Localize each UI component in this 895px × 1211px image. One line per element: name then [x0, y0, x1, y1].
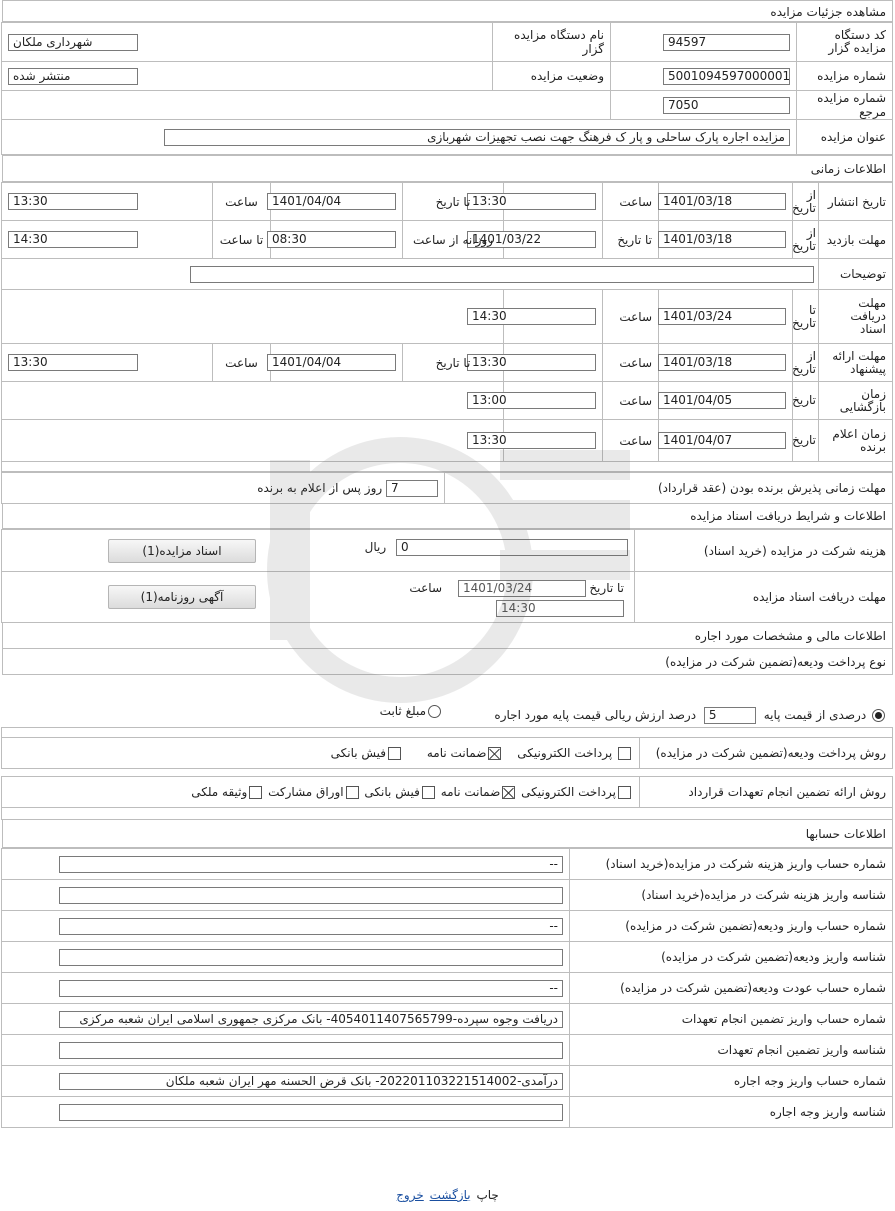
publish-to-date: 1401/04/04 [267, 193, 396, 210]
visit-daily-from: 08:30 [267, 231, 396, 248]
method-table: روش پرداخت ودیعه(تضمین شرکت در مزایده) پرداخت الکترونیکی ضمانت نامه فیش بانکی روش ارائه تضمین انجام تعهدات قرارداد پرداخت الکترونیکی ضمانت نامه فیش بانکی اوراق مشارکت وثیقه ملکی [1, 727, 893, 820]
visit-label: مهلت بازدید [819, 221, 893, 259]
auction-title-label: عنوان مزایده [797, 120, 893, 155]
participation-fee-field: 0 [396, 539, 628, 556]
doc-receive-label: مهلت دریافت اسناد مزایده [635, 572, 893, 623]
description-label: توضیحات [819, 259, 893, 290]
account-label: شناسه واریز تضمین انجام تعهدات [570, 1035, 893, 1066]
contract-bank-slip-checkbox[interactable] [422, 786, 435, 799]
account-label: شماره حساب واریز ودیعه(تضمین شرکت در مزایده) [570, 911, 893, 942]
publish-from-date: 1401/03/18 [658, 193, 786, 210]
org-name-label: نام دستگاه مزایده گزار [493, 23, 611, 62]
deposit-percent-row: درصدی از قیمت پایه 5 درصد ارزش ریالی قیمت پایه مورد اجاره مبلغ ثابت [2, 675, 893, 727]
org-code-field: 94597 [663, 34, 790, 51]
finance-section-header: اطلاعات مالی و مشخصات مورد اجاره [2, 623, 893, 649]
back-link[interactable]: بازگشت [429, 1188, 471, 1202]
account-label: شناسه واریز ودیعه(تضمین شرکت در مزایده) [570, 942, 893, 973]
account-value [59, 1104, 563, 1121]
docs-section-header: اطلاعات و شرایط دریافت اسناد مزایده [2, 504, 893, 529]
auction-number-field: 5001094597000001 [663, 68, 790, 85]
deposit-type-label: نوع پرداخت ودیعه(تضمین شرکت در مزایده) [2, 649, 893, 675]
winner-announce-time: 13:30 [467, 432, 596, 449]
contract-property-checkbox[interactable] [249, 786, 262, 799]
offer-from-date: 1401/03/18 [658, 354, 786, 371]
deposit-bank-slip-checkbox[interactable] [388, 747, 401, 760]
auction-info-table [1, 22, 893, 155]
visit-from-date: 1401/03/18 [658, 231, 786, 248]
contract-guarantee-checkbox[interactable] [502, 786, 515, 799]
opening-date: 1401/04/05 [658, 392, 786, 409]
account-value: دریافت وجوه سپرده-4054011407565799- بانک مرکزی جمهوری اسلامی ایران شعبه مرکزی [59, 1011, 563, 1028]
opening-time: 13:00 [467, 392, 596, 409]
account-value: -- [59, 918, 563, 935]
timing-table: تاریخ انتشار از تاریخ 1401/03/18 ساعت 13:30 تا تاریخ 1401/04/04 ساعت 13:30 مهلت بازدید از تاریخ 1401/03/18 تا تاریخ 1401/03/22 روزانه از ساعت 08:30 تا ساعت 14:30 توضیحات مهلت دریافت اسناد تا تاریخ 1401/03/24 ساعت 14:30 مهلت ارائه پیشنهاد از تاریخ 1401/03/18 ساعت 13:30 تا تاریخ 1401/04/04 ساعت 13:30 زمان بازگشایی تاریخ 1401/04/05 ساعت 13:00 زمان اعلام برنده تاریخ 1401/04/07 ساعت 13:30 [1, 182, 893, 472]
account-label: شماره حساب واریز وجه اجاره [570, 1066, 893, 1097]
description-field [190, 266, 814, 283]
accounts-section-header: اطلاعات حسابها [2, 820, 893, 848]
acceptance-days: 7 [386, 480, 438, 497]
account-value: درآمدی-202201103221514002- بانک قرض الحسنه مهر ایران شعبه ملکان [59, 1073, 563, 1090]
account-value [59, 887, 563, 904]
visit-daily-to: 14:30 [8, 231, 138, 248]
account-label: شماره حساب واریز تضمین انجام تعهدات [570, 1004, 893, 1035]
account-label: شناسه واریز وجه اجاره [570, 1097, 893, 1128]
auction-status-label: وضعیت مزایده [493, 62, 611, 91]
auction-number-label: شماره مزایده [797, 62, 893, 91]
exit-link[interactable]: خروج [396, 1188, 424, 1202]
winner-announce-date: 1401/04/07 [658, 432, 786, 449]
timing-section-header: اطلاعات زمانی [2, 155, 893, 182]
account-label: شماره حساب واریز هزینه شرکت در مزایده(خرید اسناد) [570, 849, 893, 880]
print-link[interactable]: چاپ [476, 1188, 499, 1202]
doc-deadline-time: 14:30 [467, 308, 596, 325]
doc-deadline-label: مهلت دریافت اسناد [819, 290, 893, 344]
winner-announce-label: زمان اعلام برنده [819, 420, 893, 462]
visit-to-date: 1401/03/22 [467, 231, 596, 248]
publish-to-time: 13:30 [8, 193, 138, 210]
publish-from-time: 13:30 [467, 193, 596, 210]
newspaper-ad-button[interactable]: آگهی روزنامه(1) [108, 585, 256, 609]
offer-from-time: 13:30 [467, 354, 596, 371]
contract-guarantee-label: روش ارائه تضمین انجام تعهدات قرارداد [640, 777, 893, 808]
participation-fee-label: هزینه شرکت در مزایده (خرید اسناد) [635, 530, 893, 572]
account-value [59, 1042, 563, 1059]
fixed-amount-radio[interactable] [428, 705, 441, 718]
org-name-field: شهرداری ملکان [8, 34, 138, 51]
offer-to-time: 13:30 [8, 354, 138, 371]
acceptance-table: مهلت زمانی پذیرش برنده بودن (عقد قرارداد) 7 روز پس از اعلام به برنده [1, 472, 893, 504]
deposit-method-label: روش پرداخت ودیعه(تضمین شرکت در مزایده) [640, 738, 893, 769]
account-value: -- [59, 980, 563, 997]
contract-bonds-checkbox[interactable] [346, 786, 359, 799]
auction-status-field: منتشر شده [8, 68, 138, 85]
docs-table: هزینه شرکت در مزایده (خرید اسناد) 0 ریال اسناد مزایده(1) مهلت دریافت اسناد مزایده تا تاریخ 1401/03/24 ساعت 14:30 آگهی روزنامه(1) [1, 529, 893, 623]
deposit-percent-field: 5 [704, 707, 756, 724]
offer-to-date: 1401/04/04 [267, 354, 396, 371]
contract-electronic-checkbox[interactable] [618, 786, 631, 799]
doc-deadline-date: 1401/03/24 [658, 308, 786, 325]
ref-number-label: شماره مزایده مرجع [797, 91, 893, 120]
footer-links [0, 1188, 895, 1202]
auction-documents-button[interactable]: اسناد مزایده(1) [108, 539, 256, 563]
auction-details-page [2, 0, 893, 1128]
deposit-electronic-checkbox[interactable] [618, 747, 631, 760]
accounts-table [1, 848, 893, 1128]
account-label: شناسه واریز هزینه شرکت در مزایده(خرید اسناد) [570, 880, 893, 911]
deposit-guarantee-checkbox[interactable] [488, 747, 501, 760]
percent-radio[interactable] [872, 709, 885, 722]
account-value [59, 949, 563, 966]
doc-receive-date: 1401/03/24 [458, 580, 586, 597]
doc-receive-time: 14:30 [496, 600, 624, 617]
publish-label: تاریخ انتشار [819, 183, 893, 221]
org-code-label: کد دستگاه مزایده گزار [797, 23, 893, 62]
account-label: شماره حساب عودت ودیعه(تضمین شرکت در مزایده) [570, 973, 893, 1004]
page-title: مشاهده جزئیات مزایده [2, 0, 893, 22]
opening-label: زمان بازگشایی [819, 382, 893, 420]
offer-deadline-label: مهلت ارائه پیشنهاد [819, 344, 893, 382]
ref-number-field: 7050 [663, 97, 790, 114]
acceptance-label: مهلت زمانی پذیرش برنده بودن (عقد قرارداد) [445, 473, 893, 504]
account-value: -- [59, 856, 563, 873]
auction-title-field: مزایده اجاره پارک ساحلی و پار ک فرهنگ جهت نصب تجهیزات شهربازی [164, 129, 790, 146]
